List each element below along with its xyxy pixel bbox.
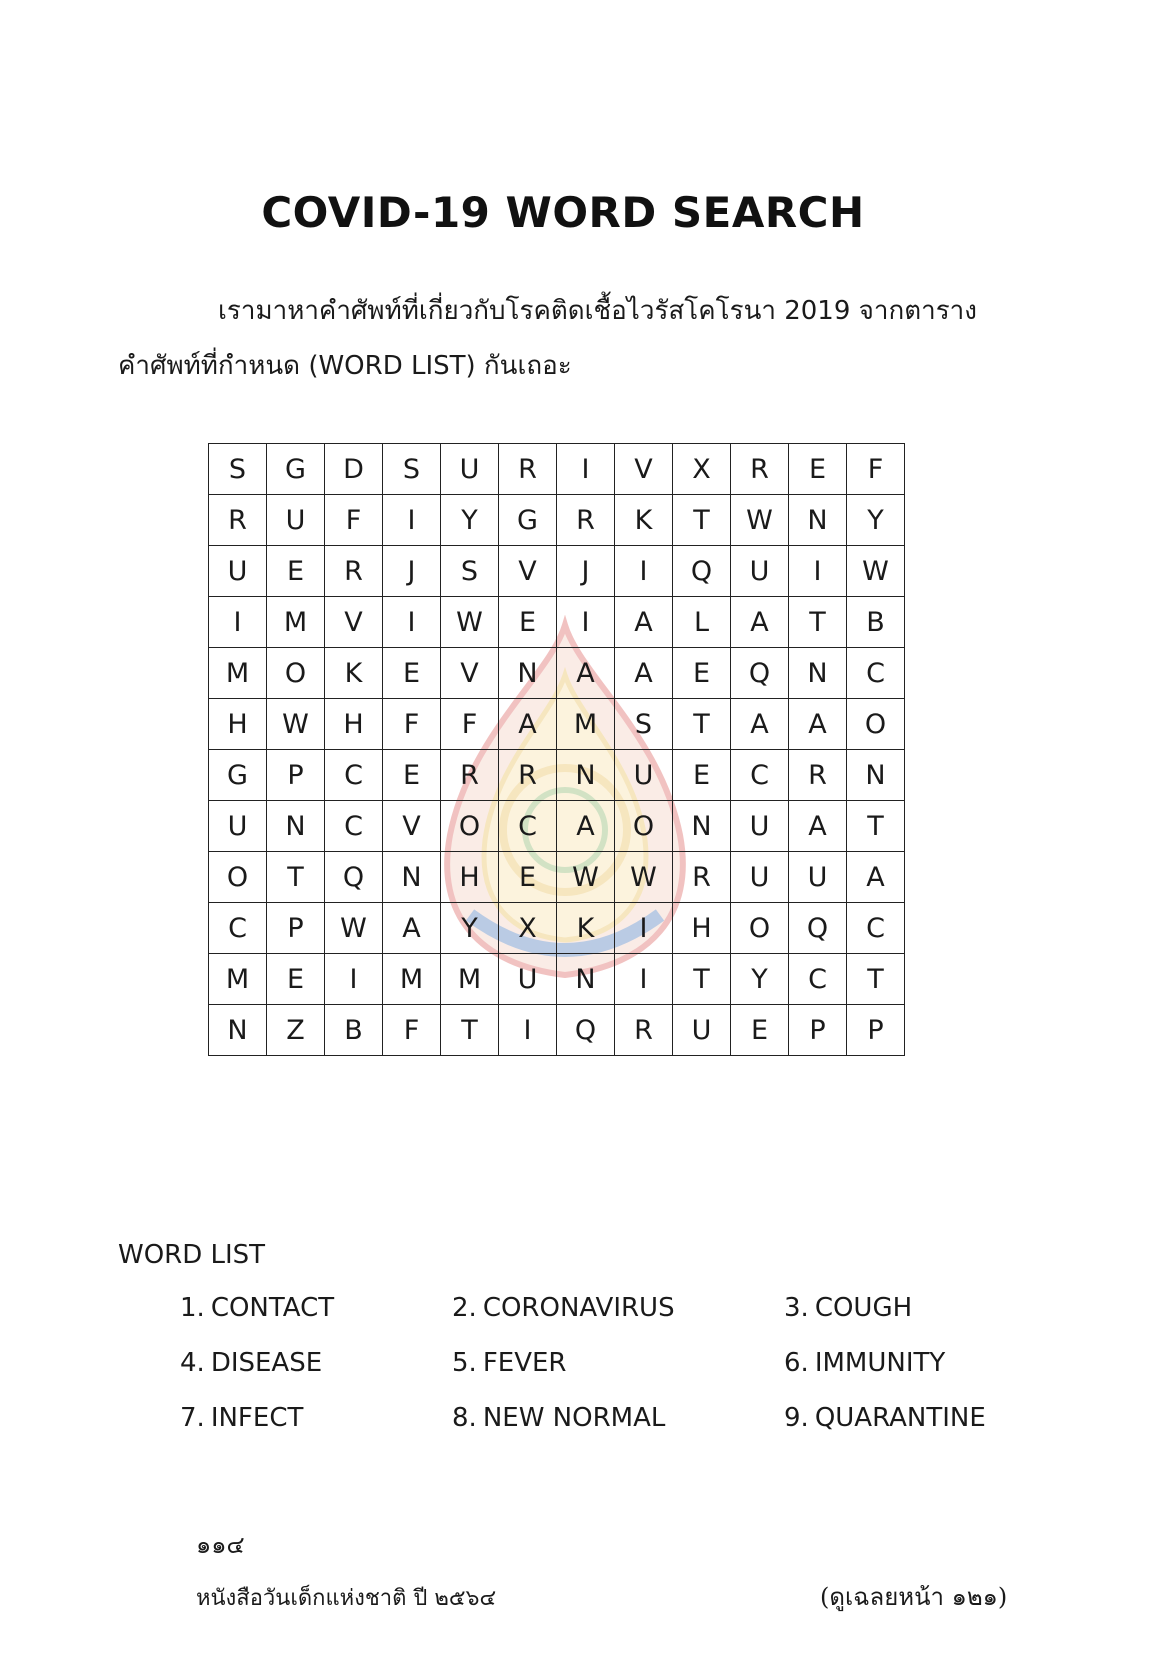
- grid-cell: I: [383, 597, 441, 648]
- grid-cell: U: [731, 546, 789, 597]
- grid-cell: E: [383, 648, 441, 699]
- grid-cell: R: [441, 750, 499, 801]
- grid-cell: Y: [731, 954, 789, 1005]
- grid-cell: G: [209, 750, 267, 801]
- word-item: 6. IMMUNITY: [784, 1348, 946, 1378]
- grid-cell: M: [267, 597, 325, 648]
- grid-cell: R: [789, 750, 847, 801]
- intro-line-1: เรามาหาคำศัพท์ที่เกี่ยวกับโรคติดเชื้อไวรัสโคโรนา 2019 จากตาราง: [218, 296, 977, 326]
- grid-cell: N: [209, 1005, 267, 1056]
- grid-cell: C: [731, 750, 789, 801]
- grid-cell: S: [615, 699, 673, 750]
- grid-cell: T: [673, 699, 731, 750]
- word-item: 2. CORONAVIRUS: [452, 1293, 675, 1323]
- grid-cell: F: [383, 1005, 441, 1056]
- grid-cell: I: [499, 1005, 557, 1056]
- grid-cell: F: [383, 699, 441, 750]
- grid-cell: W: [267, 699, 325, 750]
- grid-cell: N: [789, 648, 847, 699]
- grid-cell: O: [267, 648, 325, 699]
- grid-cell: G: [267, 444, 325, 495]
- grid-cell: P: [267, 903, 325, 954]
- grid-cell: O: [441, 801, 499, 852]
- grid-row: [209, 801, 905, 852]
- grid-row: [209, 444, 905, 495]
- grid-cell: F: [847, 444, 905, 495]
- grid-cell: N: [673, 801, 731, 852]
- grid-cell: M: [441, 954, 499, 1005]
- grid-cell: A: [557, 801, 615, 852]
- grid-cell: A: [615, 648, 673, 699]
- grid-cell: J: [383, 546, 441, 597]
- grid-cell: W: [325, 903, 383, 954]
- grid-cell: U: [499, 954, 557, 1005]
- grid-cell: W: [847, 546, 905, 597]
- grid-cell: U: [673, 1005, 731, 1056]
- grid-cell: Y: [441, 495, 499, 546]
- grid-cell: E: [383, 750, 441, 801]
- grid-cell: W: [731, 495, 789, 546]
- grid-row: [209, 750, 905, 801]
- grid-cell: W: [441, 597, 499, 648]
- grid-cell: R: [615, 1005, 673, 1056]
- grid-cell: U: [441, 444, 499, 495]
- grid-cell: R: [209, 495, 267, 546]
- grid-cell: Q: [731, 648, 789, 699]
- grid-cell: E: [673, 648, 731, 699]
- grid-cell: E: [267, 954, 325, 1005]
- grid-cell: H: [325, 699, 383, 750]
- grid-cell: A: [731, 699, 789, 750]
- grid-cell: C: [789, 954, 847, 1005]
- grid-cell: U: [267, 495, 325, 546]
- grid-cell: N: [557, 750, 615, 801]
- intro-line-2: คำศัพท์ที่กำหนด (WORD LIST) กันเถอะ: [118, 351, 572, 381]
- grid-cell: C: [209, 903, 267, 954]
- grid-cell: F: [441, 699, 499, 750]
- grid-cell: U: [209, 801, 267, 852]
- grid-cell: R: [325, 546, 383, 597]
- grid-cell: Q: [325, 852, 383, 903]
- grid-cell: I: [615, 903, 673, 954]
- grid-cell: R: [557, 495, 615, 546]
- grid-cell: A: [615, 597, 673, 648]
- grid-cell: N: [499, 648, 557, 699]
- grid-row: [209, 954, 905, 1005]
- grid-cell: V: [499, 546, 557, 597]
- grid-cell: N: [789, 495, 847, 546]
- grid-cell: N: [557, 954, 615, 1005]
- grid-cell: I: [383, 495, 441, 546]
- grid-cell: A: [499, 699, 557, 750]
- grid-cell: J: [557, 546, 615, 597]
- grid-cell: B: [847, 597, 905, 648]
- word-item: 8. NEW NORMAL: [452, 1403, 666, 1433]
- grid-cell: A: [789, 801, 847, 852]
- grid-cell: K: [557, 903, 615, 954]
- grid-cell: U: [731, 852, 789, 903]
- grid-cell: R: [731, 444, 789, 495]
- word-search-grid: [208, 443, 905, 1056]
- grid-cell: A: [731, 597, 789, 648]
- grid-cell: X: [499, 903, 557, 954]
- grid-cell: W: [557, 852, 615, 903]
- grid-cell: T: [673, 954, 731, 1005]
- grid-cell: I: [615, 546, 673, 597]
- grid-cell: K: [615, 495, 673, 546]
- grid-cell: O: [615, 801, 673, 852]
- grid-cell: T: [789, 597, 847, 648]
- grid-cell: M: [557, 699, 615, 750]
- grid-cell: E: [789, 444, 847, 495]
- page-number: ๑๑๔: [196, 1531, 245, 1559]
- grid-cell: V: [383, 801, 441, 852]
- grid-row: [209, 903, 905, 954]
- grid-cell: E: [731, 1005, 789, 1056]
- grid-cell: P: [267, 750, 325, 801]
- grid-cell: M: [209, 954, 267, 1005]
- word-item: 1. CONTACT: [180, 1293, 335, 1323]
- grid-cell: I: [325, 954, 383, 1005]
- word-item: 5. FEVER: [452, 1348, 567, 1378]
- grid-cell: V: [441, 648, 499, 699]
- grid-cell: N: [267, 801, 325, 852]
- book-title: หนังสือวันเด็กแห่งชาติ ปี ๒๕๖๔: [196, 1586, 497, 1611]
- grid-cell: C: [847, 648, 905, 699]
- grid-cell: R: [499, 444, 557, 495]
- grid-cell: B: [325, 1005, 383, 1056]
- grid-cell: S: [383, 444, 441, 495]
- grid-cell: R: [673, 852, 731, 903]
- grid-cell: N: [383, 852, 441, 903]
- grid-cell: D: [325, 444, 383, 495]
- grid-cell: A: [383, 903, 441, 954]
- grid-cell: E: [267, 546, 325, 597]
- grid-cell: G: [499, 495, 557, 546]
- grid-cell: H: [441, 852, 499, 903]
- grid-cell: C: [325, 801, 383, 852]
- grid-cell: O: [847, 699, 905, 750]
- grid-cell: I: [789, 546, 847, 597]
- grid-cell: V: [615, 444, 673, 495]
- grid-cell: U: [789, 852, 847, 903]
- grid-cell: T: [847, 801, 905, 852]
- grid-cell: A: [789, 699, 847, 750]
- grid-row: [209, 852, 905, 903]
- grid-cell: N: [847, 750, 905, 801]
- grid-cell: A: [847, 852, 905, 903]
- grid-cell: Z: [267, 1005, 325, 1056]
- grid-row: [209, 1005, 905, 1056]
- grid-cell: Y: [847, 495, 905, 546]
- grid-cell: H: [209, 699, 267, 750]
- grid-cell: Q: [789, 903, 847, 954]
- grid-cell: E: [673, 750, 731, 801]
- grid-cell: A: [557, 648, 615, 699]
- word-item: 7. INFECT: [180, 1403, 304, 1433]
- grid-row: [209, 495, 905, 546]
- grid-cell: C: [847, 903, 905, 954]
- grid-cell: W: [615, 852, 673, 903]
- grid-cell: T: [441, 1005, 499, 1056]
- grid-cell: P: [789, 1005, 847, 1056]
- grid-cell: P: [847, 1005, 905, 1056]
- grid-cell: E: [499, 852, 557, 903]
- word-item: 3. COUGH: [784, 1293, 913, 1323]
- grid-cell: T: [847, 954, 905, 1005]
- grid-cell: F: [325, 495, 383, 546]
- grid-cell: U: [731, 801, 789, 852]
- grid-cell: H: [673, 903, 731, 954]
- grid-row: [209, 648, 905, 699]
- word-list-heading: WORD LIST: [118, 1240, 266, 1270]
- grid-row: [209, 699, 905, 750]
- grid-cell: Y: [441, 903, 499, 954]
- grid-cell: I: [209, 597, 267, 648]
- grid-cell: X: [673, 444, 731, 495]
- grid-cell: I: [557, 597, 615, 648]
- word-item: 9. QUARANTINE: [784, 1403, 986, 1433]
- grid-cell: S: [441, 546, 499, 597]
- grid-cell: T: [267, 852, 325, 903]
- grid-cell: L: [673, 597, 731, 648]
- grid-cell: O: [731, 903, 789, 954]
- page-title: COVID-19 WORD SEARCH: [261, 188, 865, 237]
- grid-cell: M: [383, 954, 441, 1005]
- grid-cell: K: [325, 648, 383, 699]
- grid-cell: C: [325, 750, 383, 801]
- grid-cell: Q: [557, 1005, 615, 1056]
- grid-cell: C: [499, 801, 557, 852]
- grid-row: [209, 546, 905, 597]
- grid-cell: T: [673, 495, 731, 546]
- grid-row: [209, 597, 905, 648]
- grid-cell: Q: [673, 546, 731, 597]
- grid-cell: R: [499, 750, 557, 801]
- grid-cell: I: [615, 954, 673, 1005]
- answer-reference: (ดูเฉลยหน้า ๑๒๑): [820, 1583, 1008, 1611]
- grid-cell: E: [499, 597, 557, 648]
- grid-cell: U: [209, 546, 267, 597]
- grid-cell: I: [557, 444, 615, 495]
- grid-cell: O: [209, 852, 267, 903]
- grid-cell: M: [209, 648, 267, 699]
- grid-cell: V: [325, 597, 383, 648]
- word-item: 4. DISEASE: [180, 1348, 323, 1378]
- grid-cell: U: [615, 750, 673, 801]
- grid-cell: S: [209, 444, 267, 495]
